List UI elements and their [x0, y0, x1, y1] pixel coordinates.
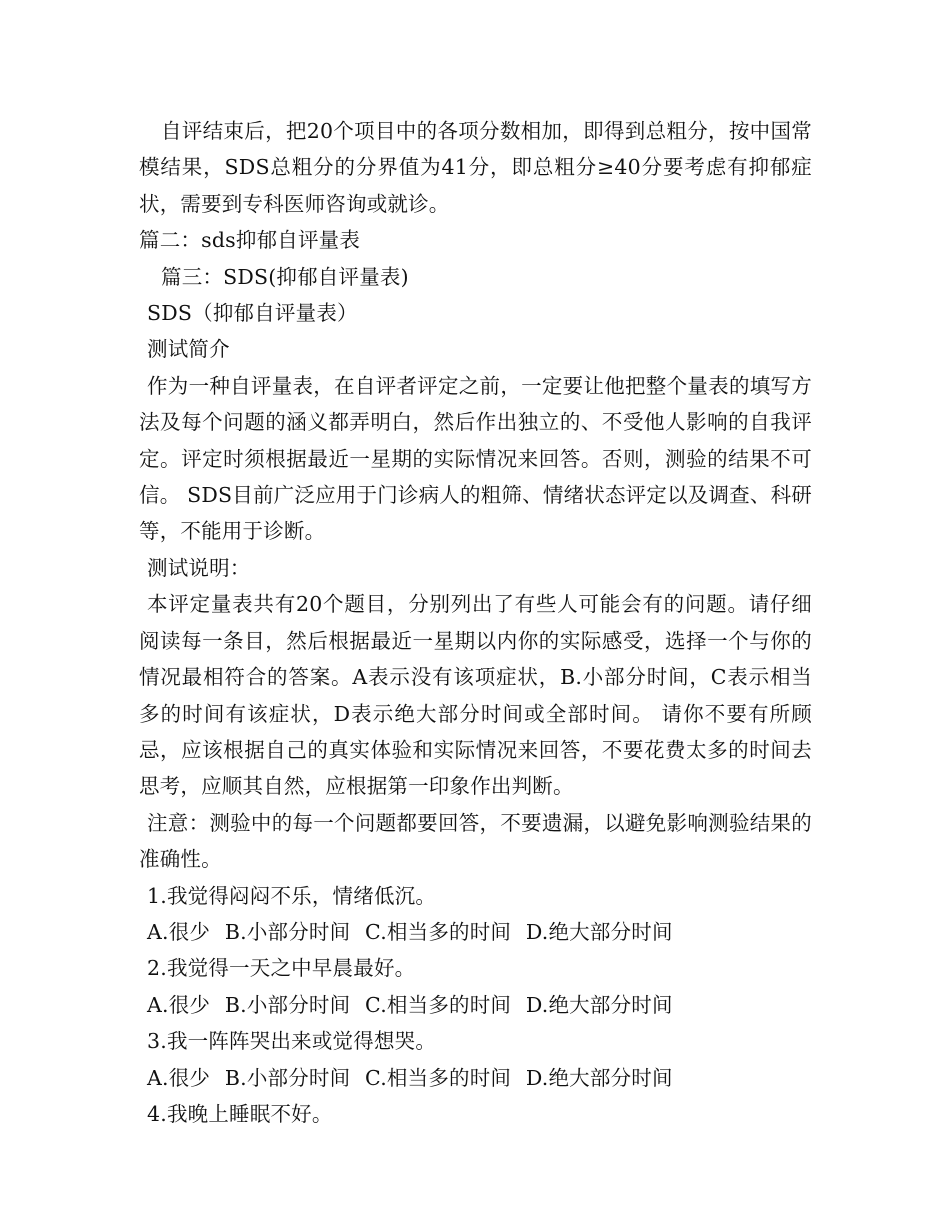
instructions-heading: 测试说明：: [147, 555, 251, 580]
option-b: B.小部分时间: [224, 1065, 351, 1090]
option-b: B.小部分时间: [224, 919, 351, 944]
intro-paragraph: 作为一种自评量表，在自评者评定之前，一定要让他把整个量表的填写方法及每个问题的涵义都弄明白，然后作出独立的、不受他人影响的自我评定。评定时须根据最近一星期的实际情况来回答。否则，测验的结果不可信。 SDS目前广泛应用于门诊病人的粗筛、情绪状态评定以及调查、科研等，不能用于诊断。: [139, 373, 812, 544]
question-3-options: [139, 1060, 812, 1096]
question-3: 3.我一阵阵哭出来或觉得想哭。: [147, 1029, 437, 1054]
heading-part-three: 篇三：SDS(抑郁自评量表): [161, 264, 409, 289]
document-body: [139, 113, 812, 1132]
document-title: SDS（抑郁自评量表）: [147, 301, 358, 326]
option-a: A.很少: [147, 1065, 211, 1090]
option-d: D.绝大部分时间: [525, 919, 673, 944]
note-paragraph: 注意：测验中的每一个问题都要回答，不要遗漏，以避免影响测验结果的准确性。: [139, 810, 812, 872]
intro-heading: 测试简介: [147, 337, 230, 362]
option-d: D.绝大部分时间: [525, 992, 673, 1017]
option-a: A.很少: [147, 919, 211, 944]
summary-paragraph: 自评结束后，把20个项目中的各项分数相加，即得到总粗分，按中国常模结果，SDS总粗分的分界值为41分，即总粗分≥40分要考虑有抑郁症状，需要到专科医师咨询或就诊。: [139, 119, 812, 216]
option-c: C.相当多的时间: [365, 919, 512, 944]
question-1: 1.我觉得闷闷不乐，情绪低沉。: [147, 883, 437, 908]
instructions-paragraph: 本评定量表共有20个题目，分别列出了有些人可能会有的问题。请仔细阅读每一条目，然后根据最近一星期以内你的实际感受，选择一个与你的情况最相符合的答案。A表示没有该项症状，B.小部分时间，C表示相当多的时间有该症状，D表示绝大部分时间或全部时间。 请你不要有所顾忌，应该根据自己的真实体验和实际情况来回答，不要花费太多的时间去思考，应顺其自然，应根据第一印象作出判断。: [139, 592, 812, 799]
option-b: B.小部分时间: [224, 992, 351, 1017]
question-4: 4.我晚上睡眠不好。: [147, 1101, 333, 1126]
option-a: A.很少: [147, 992, 211, 1017]
question-1-options: [139, 914, 812, 950]
heading-part-two: 篇二：sds抑郁自评量表: [139, 228, 361, 253]
option-c: C.相当多的时间: [365, 992, 512, 1017]
question-2: 2.我觉得一天之中早晨最好。: [147, 956, 416, 981]
option-c: C.相当多的时间: [365, 1065, 512, 1090]
option-d: D.绝大部分时间: [525, 1065, 673, 1090]
question-2-options: [139, 987, 812, 1023]
